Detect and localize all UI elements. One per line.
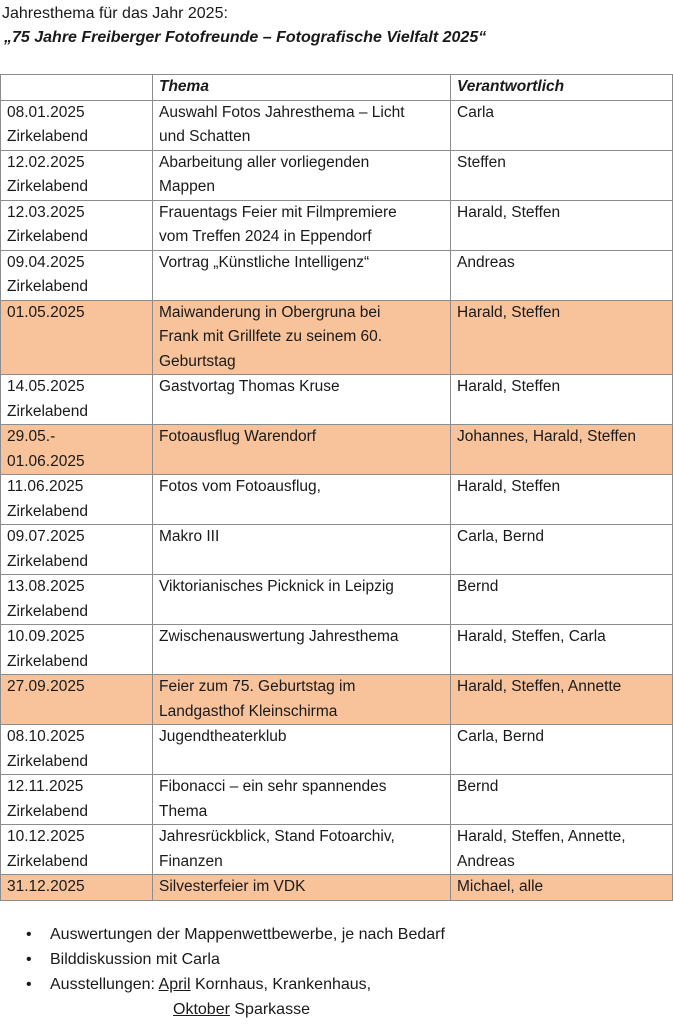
responsible-cell [451,425,673,475]
list-item-continuation [0,997,445,1022]
list-item [0,922,445,947]
event-type: Zirkelabend [7,652,88,670]
event-date: 08.01.2025 [7,103,85,121]
topic-line: Vortrag „Künstliche Intelligenz“ [159,253,370,271]
event-type: Zirkelabend [7,402,88,420]
topic-cell [153,200,451,250]
responsible-cell [451,200,673,250]
intro [2,2,486,50]
topic-line: Silvesterfeier im VDK [159,878,306,895]
note-places: Kornhaus, Krankenhaus, [195,976,372,993]
event-date: 31.12.2025 [7,878,85,895]
date-cell [1,200,153,250]
responsible-cell [451,300,673,375]
topic-cell [153,725,451,775]
event-type: Zirkelabend [7,128,88,145]
date-cell [1,675,153,725]
table-row [1,775,673,825]
event-date: 27.09.2025 [7,678,85,695]
topic-line: Thema [159,802,208,820]
topic-cell [153,425,451,475]
responsible-line: Harald, Steffen [457,303,561,321]
responsible-line: Bernd [457,778,499,795]
topic-line: Feier zum 75. Geburtstag im [159,678,356,695]
note-text: Bilddiskussion mit Carla [50,951,220,968]
event-date: 14.05.2025 [7,378,85,395]
topic-cell [153,825,451,875]
table-row [1,825,673,875]
event-date: 11.06.2025 [7,478,84,495]
note-text: Auswertungen der Mappenwettbewerbe, je nach Bedarf [50,926,445,943]
responsible-cell [451,825,673,875]
event-date: 10.12.2025 [7,828,85,845]
topic-line: Abarbeitung aller vorliegenden [159,153,370,171]
table-row [1,200,673,250]
topic-cell [153,300,451,375]
responsible-line: Harald, Steffen [457,203,561,221]
event-type: Zirkelabend [7,228,88,245]
topic-cell [153,100,451,150]
event-date: 09.07.2025 [7,528,85,545]
topic-line: Geburtstag [159,352,236,370]
event-date: 08.10.2025 [7,728,85,745]
event-date: 12.02.2025 [7,153,85,171]
event-type: Zirkelabend [7,802,88,820]
bullet-icon: • [26,976,32,993]
event-type: Zirkelabend [7,852,88,870]
topic-cell [153,150,451,200]
event-date: 12.11.2025 [7,778,84,795]
topic-cell [153,375,451,425]
note-month: April [158,976,191,993]
responsible-line: Carla, Bernd [457,528,545,545]
responsible-line: Harald, Steffen, Annette, [457,828,626,845]
topic-cell [153,250,451,300]
event-date: 10.09.2025 [7,628,85,645]
topic-line: Landgasthof Kleinschirma [159,702,338,720]
topic-line: Mappen [159,178,216,195]
table-row [1,575,673,625]
responsible-cell [451,725,673,775]
date-cell [1,375,153,425]
date-cell [1,150,153,200]
list-item [0,947,445,972]
event-type: Zirkelabend [7,178,88,195]
event-date: 13.08.2025 [7,578,85,595]
note-month: Oktober [173,1001,230,1018]
responsible-line: Michael, alle [457,878,544,895]
event-type: Zirkelabend [7,278,88,295]
event-type: Zirkelabend [7,502,88,520]
topic-line: Jahresrückblick, Stand Fotoarchiv, [159,828,395,845]
responsible-line: Harald, Steffen, Annette [457,678,622,695]
topic-line: Jugendtheaterklub [159,728,287,745]
bullet-icon: • [26,926,32,943]
responsible-line: Steffen [457,153,506,171]
responsible-cell [451,375,673,425]
event-type: Zirkelabend [7,552,88,570]
notes-list [0,922,445,1022]
topic-line: Fotoausflug Warendorf [159,428,317,445]
topic-cell [153,675,451,725]
event-type: 01.06.2025 [7,452,85,470]
topic-cell [153,625,451,675]
topic-cell [153,875,451,901]
event-type: Zirkelabend [7,752,88,770]
responsible-cell [451,100,673,150]
responsible-cell [451,675,673,725]
responsible-cell [451,150,673,200]
schedule-table [0,74,673,901]
date-cell [1,250,153,300]
event-date: 12.03.2025 [7,203,85,221]
table-row [1,375,673,425]
table-row [1,300,673,375]
responsible-line: Andreas [457,253,515,271]
responsible-cell [451,875,673,901]
event-date: 01.05.2025 [7,303,85,321]
list-item [0,972,445,997]
table-row [1,150,673,200]
topic-line: Auswahl Fotos Jahresthema – Licht [159,103,405,121]
date-cell [1,825,153,875]
header-topic: Thema [153,75,451,101]
date-cell [1,775,153,825]
table-row [1,725,673,775]
topic-line: Zwischenauswertung Jahresthema [159,628,399,645]
table-row [1,525,673,575]
responsible-cell [451,475,673,525]
topic-line: Maiwanderung in Obergruna bei [159,303,381,321]
date-cell [1,625,153,675]
date-cell [1,525,153,575]
responsible-line: Bernd [457,578,499,595]
page-subtitle: „75 Jahre Freiberger Fotofreunde – Fotografische Vielfalt 2025“ [4,29,487,46]
responsible-cell [451,250,673,300]
date-cell [1,575,153,625]
responsible-line: Carla [457,103,495,121]
note-label: Ausstellungen: [50,976,155,993]
table-row [1,250,673,300]
table-row [1,625,673,675]
header-responsible: Verantwortlich [451,75,673,101]
topic-line: vom Treffen 2024 in Eppendorf [159,228,372,245]
page-heading: Jahresthema für das Jahr 2025: [2,5,228,22]
date-cell [1,875,153,901]
topic-cell [153,525,451,575]
event-type: Zirkelabend [7,602,88,620]
responsible-line: Andreas [457,852,515,870]
date-cell [1,725,153,775]
schedule-body [1,100,673,900]
topic-line: Viktorianisches Picknick in Leipzig [159,578,394,595]
responsible-line: Carla, Bernd [457,728,545,745]
responsible-cell [451,575,673,625]
table-row [1,475,673,525]
topic-cell [153,775,451,825]
topic-line: Gastvortag Thomas Kruse [159,378,340,395]
table-row [1,675,673,725]
date-cell [1,475,153,525]
topic-cell [153,475,451,525]
responsible-cell [451,625,673,675]
responsible-line: Johannes, Harald, Steffen [457,428,636,445]
responsible-line: Harald, Steffen [457,478,561,495]
topic-line: Finanzen [159,852,223,870]
header-date [1,75,153,101]
date-cell [1,425,153,475]
topic-line: Makro III [159,528,220,545]
note-places: Sparkasse [234,1001,310,1018]
table-row [1,875,673,901]
table-row [1,425,673,475]
responsible-line: Harald, Steffen, Carla [457,628,606,645]
topic-line: Fibonacci – ein sehr spannendes [159,778,387,795]
responsible-cell [451,775,673,825]
table-row [1,100,673,150]
topic-line: Fotos vom Fotoausflug, [159,478,321,495]
topic-line: Frank mit Grillfete zu seinem 60. [159,328,383,345]
topic-cell [153,575,451,625]
event-date: 29.05.- [7,428,56,445]
responsible-line: Harald, Steffen [457,378,561,395]
bullet-icon: • [26,951,32,968]
table-header-row [1,75,673,101]
topic-line: und Schatten [159,128,251,145]
date-cell [1,100,153,150]
responsible-cell [451,525,673,575]
topic-line: Frauentags Feier mit Filmpremiere [159,203,397,221]
event-date: 09.04.2025 [7,253,85,271]
date-cell [1,300,153,375]
